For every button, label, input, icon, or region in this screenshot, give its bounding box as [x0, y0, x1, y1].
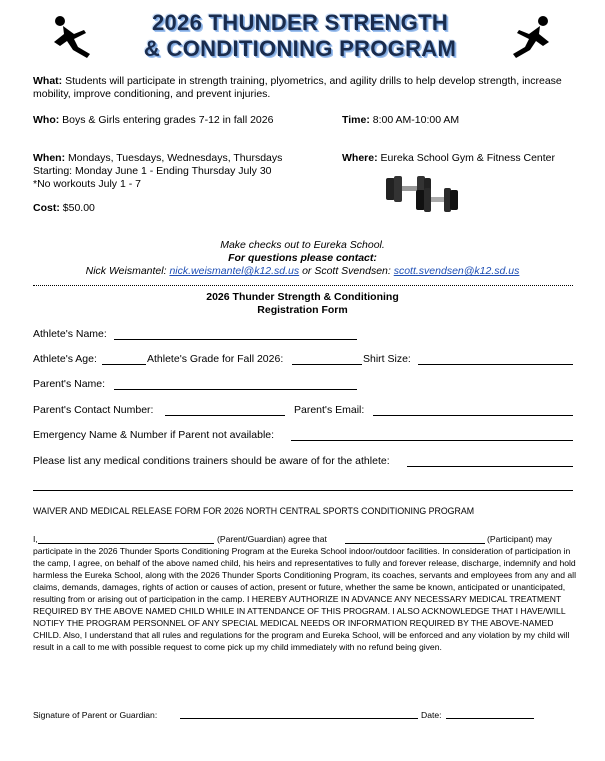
parent-contact-field[interactable] — [165, 415, 285, 416]
waiver-body: participate in the 2026 Thunder Sports Conditioning Program at the Eureka School indoor/outdoor facilities. In consideration of participation in the camp, I agree, on behalf of the above named child, his heirs and representatives to fully and forever release, discharge, indemnify and hold harmless the Eureka School, along with the 2026 Thunder Sports Conditioning Program, its coaches, servants and employees from any and all claims, demands, damages, rights of action or causes of action, present or future, whether the same be known, anticipated or unanticipated, resulting from or arising out of participation in the camp. I HEREBY AUTHORIZE IN ADVANCE ANY NECESSARY MEDICAL TREATMENT REQUIRED BY THE ABOVE NAMED CHILD WHILE IN ATTENDANCE OF THIS PROGRAM. I ALSO ACKNOWLEDGE THAT I HAVE/WILL NOTIFY THE PROGRAM PERSONNEL OF ANY SPECIAL MEDICAL NEEDS OR INFORMATION REQUIRED BY THE ABOVE-NAMED CHILD. Also, I understand that all rules and regulations for the program and Eureka School, will be enforced and any violation by my child will result in a call to me with possible request to come pick up my child immediately with no refund being given. — [33, 546, 576, 652]
when-starting: Starting: Monday June 1 - Ending Thursday July 30 — [33, 165, 272, 177]
questions-heading: For questions please contact: — [228, 252, 377, 264]
where-text: Eureka School Gym & Fitness Center — [377, 152, 555, 164]
shirt-size-field[interactable] — [418, 364, 573, 365]
who-label: Who: — [33, 114, 60, 126]
parent-name-label: Parent's Name: — [33, 378, 106, 390]
who-section — [33, 114, 273, 127]
when-label: When: — [33, 152, 66, 164]
time-section — [342, 114, 459, 127]
date-label: Date: — [421, 710, 442, 720]
page-title — [100, 10, 500, 62]
medical-field[interactable] — [407, 466, 573, 467]
title-line-2: & CONDITIONING PROGRAM — [143, 36, 457, 61]
emergency-field[interactable] — [291, 440, 573, 441]
title-line-1: 2026 THUNDER STRENGTH — [151, 10, 449, 35]
parent-guardian-field[interactable] — [38, 543, 214, 544]
what-text: Students will participate in strength training, plyometrics, and agility drills to help develop strength, increase mobility, improve conditioning, and prevent injuries. — [33, 75, 562, 100]
cost-text: $50.00 — [59, 202, 95, 214]
when-note: *No workouts July 1 - 7 — [33, 178, 141, 190]
waiver-participant-text: (Participant) may — [487, 534, 552, 544]
form-title-line-2: Registration Form — [257, 304, 348, 316]
medical-label: Please list any medical conditions trainers should be aware of for the athlete: — [33, 455, 390, 467]
cost-section — [33, 202, 95, 215]
parent-name-field[interactable] — [114, 389, 357, 390]
form-title-line-1: 2026 Thunder Strength & Conditioning — [206, 291, 399, 303]
time-label: Time: — [342, 114, 370, 126]
athlete-grade-field[interactable] — [292, 364, 362, 365]
when-text: Mondays, Tuesdays, Wednesdays, Thursdays — [65, 152, 283, 164]
email-link-2[interactable]: scott.svendsen@k12.sd.us — [393, 265, 520, 277]
checks-note: Make checks out to Eureka School. — [220, 239, 385, 251]
contact-line — [0, 265, 605, 278]
athlete-age-label: Athlete's Age: — [33, 353, 97, 365]
sprinter-icon — [505, 14, 553, 60]
signature-label: Signature of Parent or Guardian: — [33, 710, 158, 720]
athlete-name-field[interactable] — [114, 339, 357, 340]
cost-label: Cost: — [33, 202, 60, 214]
date-field[interactable] — [446, 718, 534, 719]
cut-line-divider — [33, 285, 573, 286]
parent-email-label: Parent's Email: — [294, 404, 365, 416]
emergency-label: Emergency Name & Number if Parent not available: — [33, 429, 275, 441]
contact-name-2: or Scott Svendsen: — [299, 265, 394, 277]
waiver-agree-text: (Parent/Guardian) agree that — [217, 534, 327, 544]
athlete-age-field[interactable] — [102, 364, 146, 365]
signature-field[interactable] — [180, 718, 418, 719]
parent-email-field[interactable] — [373, 415, 573, 416]
what-section — [33, 75, 578, 101]
waiver-title: WAIVER AND MEDICAL RELEASE FORM FOR 2026 NORTH CENTRAL SPORTS CONDITIONING PROGRAM — [33, 506, 475, 516]
shirt-size-label: Shirt Size: — [363, 353, 411, 365]
athlete-name-label: Athlete's Name: — [33, 328, 107, 340]
time-text: 8:00 AM-10:00 AM — [369, 114, 460, 126]
where-label: Where: — [342, 152, 378, 164]
participant-field[interactable] — [345, 543, 485, 544]
waiver-i: I, — [33, 534, 38, 544]
form-title — [0, 291, 605, 317]
who-text: Boys & Girls entering grades 7-12 in fall 2026 — [59, 114, 274, 126]
sprinter-icon — [50, 14, 98, 60]
when-section — [33, 152, 282, 191]
contact-name-1: Nick Weismantel: — [85, 265, 170, 277]
what-label: What: — [33, 75, 63, 87]
parent-contact-label: Parent's Contact Number: — [33, 404, 154, 416]
dumbbells-image — [382, 168, 462, 214]
email-link-1[interactable]: nick.weismantel@k12.sd.us — [169, 265, 300, 277]
where-section — [342, 152, 555, 165]
medical-field-extra[interactable] — [33, 490, 573, 491]
athlete-grade-label: Athlete's Grade for Fall 2026: — [147, 353, 284, 365]
